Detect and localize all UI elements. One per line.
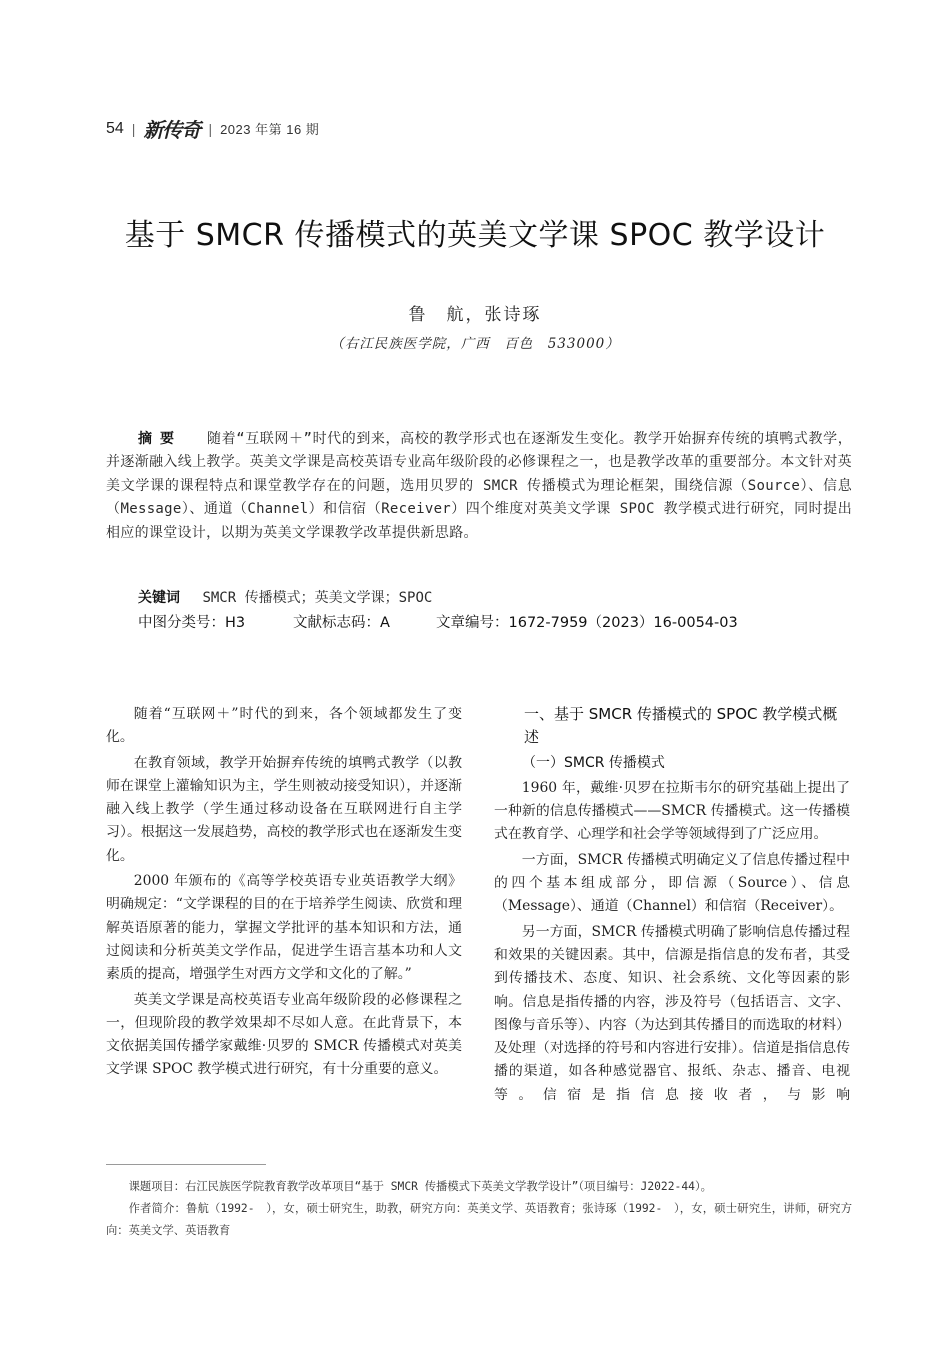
keywords-label: 关键词 <box>138 590 180 606</box>
running-header <box>106 114 319 143</box>
issue-label: 2023 年第 16 期 <box>220 122 320 137</box>
page-number: 54 <box>106 119 124 137</box>
body-paragraph: 一方面，SMCR 传播模式明确定义了信息传播过程中的四个基本组成部分，即信源（Source）、信息（Message）、通道（Channel）和信宿（Receiver）。 <box>494 851 850 915</box>
abstract <box>106 428 852 545</box>
footnote-project: 课题项目：右江民族医学院教育教学改革项目“基于 SMCR 传播模式下英美文学教学设计”（项目编号：J2022-44）。 <box>128 1180 712 1193</box>
keywords-text: SMCR 传播模式；英美文学课；SPOC <box>202 590 433 606</box>
footnote-authors: 作者简介：鲁航（1992- ），女，硕士研究生，助教，研究方向：英美文学、英语教育；张诗琢（1992- ），女，硕士研究生，讲师，研究方向：英美文学、英语教育 <box>106 1202 852 1237</box>
abstract-label: 摘要 <box>138 431 182 447</box>
header-separator: | <box>131 120 136 137</box>
header-separator: | <box>208 120 213 137</box>
right-column <box>494 703 850 1109</box>
body-paragraph: 英美文学课是高校英语专业高年级阶段的必修课程之一，但现阶段的教学效果却不尽如人意。在此背景下，本文依据美国传播学家戴维·贝罗的 SMCR 传播模式对英美文学课 SPOC 教学模式进行研究，有十分重要的意义。 <box>106 991 462 1078</box>
body-paragraph: 在教育领域，教学开始摒弃传统的填鸭式教学（以教师在课堂上灌输知识为主，学生则被动接受知识），并逐渐融入线上教学（学生通过移动设备在互联网进行自主学习）。根据这一发展趋势，高校的教学形式也在逐渐发生变化。 <box>106 754 462 864</box>
authors: 鲁 航，张诗琢 <box>408 305 542 325</box>
abstract-text: 随着“互联网＋”时代的到来，高校的教学形式也在逐渐发生变化。教学开始摒弃传统的填鸭式教学，并逐渐融入线上教学。英美文学课是高校英语专业高年级阶段的必修课程之一，也是教学改革的重要部分。本文针对英美文学课的课程特点和课堂教学存在的问题，选用贝罗的 SMCR 传播模式为理论框架，围绕信源（Source）、信息（Message）、通道（Channel）和信宿（Receiver）四个维度对英美文学课 SPOC 教学模式进行研究，同时提出相应的课堂设计，以期为英美文学课教学改革提供新思路。 <box>106 431 852 541</box>
keywords <box>138 587 432 607</box>
footnote-divider <box>106 1164 266 1165</box>
article-title: 基于 SMCR 传播模式的英美文学课 SPOC 教学设计 <box>124 218 826 253</box>
subsection-heading: （一）SMCR 传播模式 <box>522 754 665 771</box>
body-paragraph: 1960 年，戴维·贝罗在拉斯韦尔的研究基础上提出了一种新的信息传播模式——SMCR 传播模式。这一传播模式在教育学、心理学和社会学等领域得到了广泛应用。 <box>494 779 850 843</box>
left-column <box>106 703 462 1084</box>
body-paragraph: 另一方面，SMCR 传播模式明确了影响信息传播过程和效果的关键因素。其中，信源是指信息的发布者，其受到传播技术、态度、知识、社会系统、文化等因素的影响。信息是指传播的内容，涉及符号（包括语言、文字、图像与音乐等）、内容（为达到其传播目的而选取的材料）及处理（对选择的符号和内容进行安排）。信道是指信息传播的渠道，如各种感觉器官、报纸、杂志、播音、电视等。信宿是指信息接收者，与影响 <box>494 923 850 1103</box>
clc-number: 中图分类号：H3 <box>138 615 246 631</box>
body-paragraph: 随着“互联网＋”时代的到来，各个领域都发生了变化。 <box>106 706 462 746</box>
classification-row <box>138 611 738 632</box>
body-paragraph: 2000 年颁布的《高等学校英语专业英语教学大纲》明确规定：“文学课程的目的在于培养学生阅读、欣赏和理解英语原著的能力，掌握文学批评的基本知识和方法，通过阅读和分析英美文学作品，促进学生语言基本功和人文素质的提高，增强学生对西方文学和文化的了解。” <box>106 873 462 983</box>
affiliation: （右江民族医学院，广西 百色 533000） <box>330 336 620 352</box>
section-heading: 一、基于 SMCR 传播模式的 SPOC 教学模式概述 <box>524 705 838 747</box>
document-code: 文献标志码：A <box>293 615 390 631</box>
journal-logo: 新传奇 <box>143 118 201 142</box>
footnotes <box>106 1176 852 1242</box>
article-number: 文章编号：1672-7959（2023）16-0054-03 <box>436 615 738 631</box>
